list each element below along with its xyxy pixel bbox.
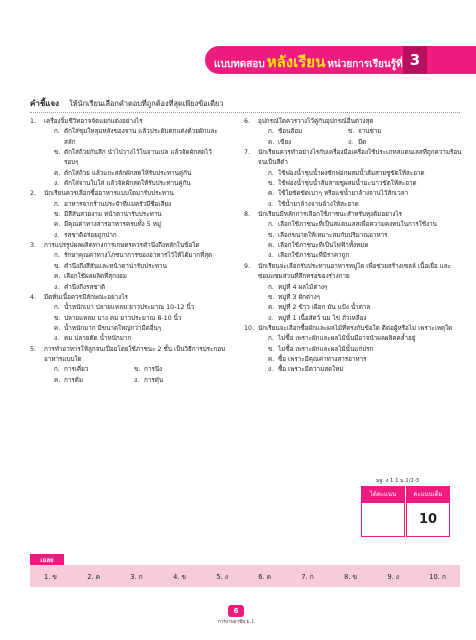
option-letter: ก. — [54, 304, 60, 312]
option-text: ตักใส่ถ้วย แล้วแกะสลักผักสดให้รับประทานคู่กัน — [64, 169, 192, 177]
questions-right-column — [244, 117, 464, 376]
answer-option — [30, 210, 226, 220]
answer-option — [30, 179, 226, 189]
option-letter: ข. — [54, 211, 61, 219]
option-letter: ค. — [54, 324, 61, 332]
questions-left-column — [30, 117, 226, 386]
option-text: ไม่ซื้อ เพราะผักและผลไม้นั้นแก่ปรก — [278, 345, 374, 353]
option-letter: ก. — [54, 252, 60, 260]
option-row — [244, 138, 464, 148]
option-letter: ข. — [268, 231, 275, 239]
answer-option — [244, 303, 464, 313]
option-letter: ง. — [134, 376, 140, 384]
question-number: 10. — [244, 324, 255, 332]
answer-option — [30, 324, 226, 334]
option-text: ซื้อ เพราะมีคุณค่าทางสารอาหาร — [278, 355, 367, 363]
option-letter: ข. — [54, 149, 61, 157]
question-number: 6. — [244, 118, 251, 125]
option-text: เลือกใช้ภาชนะที่เป็นสแตนเลสเพื่อความคงทนในการใช้งาน — [278, 221, 437, 229]
option-text: เลือกใช้ภาชนะที่มีราคาถูก — [278, 252, 350, 260]
answer-option — [244, 355, 464, 365]
option-letter: ค. — [54, 376, 61, 384]
question-number: 2. — [30, 190, 37, 198]
option-text: หมู่ที่ 3 ผักต่างๆ — [278, 293, 321, 301]
option-letter: ค. — [268, 138, 275, 146]
option-letter: ค. — [54, 273, 61, 281]
answer-option — [30, 334, 226, 344]
option-letter: ค. — [54, 221, 61, 229]
option-text: จานชาม — [358, 128, 382, 136]
standard-reference: มฐ. ง 1.1 ม.1/1-3 — [376, 478, 420, 484]
option-letter: ค. — [54, 169, 61, 177]
answer-option — [30, 283, 226, 293]
option-letter: ง. — [268, 252, 274, 260]
header-title-post: หน่วยการเรียนรู้ที่ — [327, 59, 403, 70]
answer-option — [30, 127, 226, 148]
option-row — [30, 365, 226, 375]
question-item — [30, 293, 226, 303]
option-text: อาหารจากร้านประจำที่แม่ครัวมีชื่อเสียง — [64, 200, 172, 208]
instruction — [30, 97, 460, 110]
question-number: 7. — [244, 149, 251, 157]
answer-option — [244, 251, 464, 261]
answer-option — [244, 283, 464, 293]
option-letter: ง. — [54, 335, 60, 343]
answer-item: 7. ก — [301, 572, 314, 581]
question-text: นักเรียนควรทำอย่างไรกับเครื่องมือเครื่องใช้ประเภทสแตนเลสที่ถูกความร้อนจนเป็นสีดำ — [258, 149, 462, 167]
option-letter: ข. — [54, 314, 61, 322]
option-text: ตักใส่จานใบใส่ แล้วจัดผักสดให้รับประทานคู่กัน — [64, 180, 191, 188]
answer-item: 2. ค — [87, 572, 101, 581]
score-label-got: ได้คะแนน — [361, 486, 405, 502]
answer-option — [30, 148, 226, 169]
option-text: การตุ๋น — [144, 376, 164, 384]
answer-option — [244, 179, 464, 189]
answer-option — [30, 169, 226, 179]
option-text: มีคุณค่าทางสารอาหารครบทั้ง 5 หมู่ — [64, 221, 161, 229]
option-letter: ก. — [54, 200, 60, 208]
footer-text: การงานอาชีพ ม.1 — [217, 620, 255, 625]
question-text: นักเรียนควรเลือกซื้ออาหารแบบใดมารับประทาน — [44, 190, 174, 198]
instruction-label: คำชี้แจง — [30, 99, 60, 108]
question-text: การทำอาหารให้ลูกจนเปื่อยโดยใช้ภาชนะ 2 ชั้น เป็นวิธีการประกอบอาหารแบบใด — [44, 345, 225, 363]
answer-option — [244, 314, 464, 324]
answer-option — [268, 138, 348, 148]
instruction-text: ให้นักเรียนเลือกคำตอบที่ถูกต้องที่สุดเพียงข้อเดียว — [69, 99, 224, 108]
answer-item: 10. ก — [429, 572, 446, 581]
question-text: นักเรียนจะเลือกรับประทานอาหารหมู่ใด เพื่อช่วยสร้างเซลล์ เนื้อเยื่อ และซ่อมแซมส่วนที่สึกหรอของร่างกาย — [258, 262, 452, 281]
option-text: มีสีสันสวยงาม หน้าตาน่ารับประทาน — [64, 211, 162, 219]
question-text: การแปรรูปผลผลิตทางการเกษตรควรคำนึงถึงหลักในข้อใด — [44, 242, 200, 250]
answer-item: 3. ก — [130, 572, 143, 581]
answer-option — [30, 251, 226, 261]
option-letter: ข. — [134, 366, 141, 374]
option-letter: ค. — [268, 190, 275, 198]
option-letter: ก. — [54, 366, 60, 374]
option-text: คม ปลายตัด น้ำหนักมาก — [64, 335, 132, 343]
option-letter: ง. — [54, 180, 60, 188]
answer-option — [348, 127, 428, 137]
option-text: ปลายแหลม บาง คม ยาวประมาณ 8-10 นิ้ว — [64, 314, 182, 322]
answer-item: 4. ข — [173, 572, 186, 581]
question-text: เครื่องจิ้มชีวิทอาจจัดแยกแต่งอย่างไร — [44, 118, 143, 125]
option-text: ไม่ซื้อ เพราะผักและผลไม้นั้นมีอาจนำผลผลิตคล้ำอยู่ — [278, 335, 416, 343]
option-text: เขียง — [278, 138, 292, 146]
option-letter: ง. — [54, 283, 60, 291]
option-text: น้ำหนักมาก มีขนาดใหญ่กว่ามีดอื่นๆ — [64, 324, 162, 332]
answer-item: 6. ค — [258, 572, 272, 581]
question-text: นักเรียนมีหลักการเลือกใช้ภาชนะสำหรับหุงต้มอย่างไร — [258, 211, 402, 219]
option-text: รสชาติอร่อยถูกปาก — [64, 231, 117, 239]
answer-key-label: เฉลย — [30, 554, 64, 565]
option-text: คำนึงถึงรสชาติ — [64, 283, 106, 291]
answer-option — [30, 272, 226, 282]
question-item — [244, 148, 464, 169]
answer-item: 5. ง — [216, 572, 228, 581]
option-text: ตักใส่ชุมใหลุมหลังของจาน แล้วประดับตกแต่งด้วยผักและสลัก — [64, 128, 218, 146]
answer-option — [244, 365, 464, 375]
option-text: ใช้ฟองน้ำชุบน้ำส้มสายชูผสมน้ำมะนาวขัดให้สะอาด — [278, 180, 417, 188]
answer-option — [54, 365, 134, 375]
option-text: ตักใส่ถ้วยกันลึก นำไปวางไว้ในจานเปล แล้วจัดผักสดไว้รอบๆ — [64, 149, 212, 167]
option-letter: ง. — [268, 200, 274, 208]
answer-option — [134, 376, 214, 386]
option-row — [244, 127, 464, 137]
option-text: การเคี่ยว — [64, 366, 89, 374]
answer-option — [134, 365, 214, 375]
score-full-value: 10 — [406, 502, 450, 537]
question-item — [30, 189, 226, 199]
option-letter: ง. — [268, 366, 274, 374]
option-text: น้ำหนักเบา ปลายแหลม ยาวประมาณ 10-12 นิ้ว — [64, 304, 195, 312]
answer-option — [30, 262, 226, 272]
option-row — [30, 376, 226, 386]
option-text: หมู่ที่ 4 ผลไม้ต่างๆ — [278, 283, 328, 291]
answer-option — [244, 231, 464, 241]
option-text: เลือกขนาดให้เหมาะสมกับปริมาณอาหาร — [278, 231, 388, 239]
question-text: นักเรียนจะเลือกซื้อผักและผลไม้ที่ตรงกับข้อใด ดีต่อผู้หรือไม่ เพราะเหตุใด — [258, 324, 453, 332]
question-item — [244, 210, 464, 220]
answer-option — [244, 241, 464, 251]
question-item — [244, 324, 464, 334]
answer-option — [30, 231, 226, 241]
score-label-full: คะแนนเต็ม — [406, 486, 450, 502]
option-letter: ข. — [54, 262, 61, 270]
option-text: เลือกใช้ภาชนะที่เป็นไฟฟ้าทั้งหมด — [278, 242, 369, 250]
score-got-cell[interactable] — [361, 502, 405, 537]
answer-option — [30, 303, 226, 313]
option-letter: ข. — [348, 128, 355, 136]
option-text: ช้อนส้อม — [278, 128, 303, 136]
option-text: รักษาคุณค่าทางโภชนาการของอาหารไว้ให้ได้มากที่สุด — [64, 252, 213, 260]
answer-option — [30, 200, 226, 210]
unit-number: 3 — [403, 46, 427, 74]
option-letter: ข. — [268, 345, 275, 353]
option-text: คำนึงถึงสีสันและหน้าตาน่ารับประทาน — [64, 262, 167, 270]
divider — [30, 112, 460, 113]
answer-option — [244, 189, 464, 199]
option-letter: ก. — [268, 283, 274, 291]
question-text: มีดหั่นเนื้อควรมีลักษณะอย่างไร — [44, 293, 128, 301]
answer-item: 1. ข — [44, 572, 57, 581]
option-text: หมู่ที่ 2 ข้าว เผือก มัน แป้ง น้ำตาล — [278, 304, 371, 312]
answer-option — [244, 334, 464, 344]
question-item — [244, 262, 464, 283]
answer-option — [30, 314, 226, 324]
question-text: อุปกรณ์ใดควรวางไว้คู่กับอุปกรณ์อื่นต่างสุด — [258, 118, 374, 125]
option-letter: ก. — [54, 128, 60, 136]
question-item — [30, 345, 226, 366]
answer-item: 9. ง — [387, 572, 399, 581]
option-text: ใช้ใยขัดขัดเบาๆ หรือแช่น้ำยาล้างจานไว้สักเวลา — [278, 190, 409, 198]
option-text: การนึ่ง — [144, 366, 163, 374]
question-item — [30, 241, 226, 251]
answer-option — [30, 220, 226, 230]
option-letter: ค. — [268, 304, 275, 312]
question-number: 4. — [30, 293, 37, 301]
question-item — [30, 117, 226, 127]
option-letter: ก. — [268, 128, 274, 136]
option-letter: ข. — [268, 293, 275, 301]
option-letter: ข. — [268, 180, 275, 188]
option-text: มีด — [358, 138, 367, 146]
option-text: เลือกใช้ผลผลิตที่สุกงอม — [64, 273, 127, 281]
option-text: ใช้น้ำยาล้างจานล้างให้สะอาด — [278, 200, 359, 208]
answer-option — [244, 220, 464, 230]
answer-option — [244, 169, 464, 179]
answer-option — [268, 127, 348, 137]
answer-item: 8. ข — [344, 572, 358, 581]
option-letter: ก. — [268, 335, 274, 343]
option-text: การต้ม — [64, 376, 83, 384]
answer-option — [244, 293, 464, 303]
page-number: 6 — [228, 605, 244, 617]
answer-option — [244, 345, 464, 355]
answer-key-bar — [30, 565, 460, 587]
header-title-main: หลังเรียน — [266, 53, 326, 71]
option-letter: ง. — [268, 314, 274, 322]
option-letter: ง. — [54, 231, 60, 239]
question-number: 5. — [30, 345, 37, 353]
option-text: ใช้ฟองน้ำชุบน้ำผงซักฟอกผสมน้ำส้มสายชูขัดให้สะอาด — [278, 169, 425, 177]
question-number: 1. — [30, 118, 37, 125]
header-title — [214, 50, 403, 70]
option-letter: ง. — [348, 138, 354, 146]
option-letter: ค. — [268, 355, 275, 363]
option-text: ซื้อ เพราะมีความสดใหม่ — [278, 366, 344, 374]
question-number: 9. — [244, 262, 251, 270]
option-text: หมู่ที่ 1 เนื้อสัตว์ นม ไข่ ถั่วเหลือง — [278, 314, 367, 322]
answer-option — [54, 376, 134, 386]
option-letter: ค. — [268, 242, 275, 250]
question-number: 3. — [30, 242, 37, 250]
header-title-pre: แบบทดสอบ — [214, 59, 265, 70]
question-number: 8. — [244, 211, 251, 219]
answer-option — [244, 200, 464, 210]
question-item — [244, 117, 464, 127]
answer-option — [348, 138, 428, 148]
option-letter: ก. — [268, 221, 274, 229]
option-letter: ก. — [268, 169, 274, 177]
